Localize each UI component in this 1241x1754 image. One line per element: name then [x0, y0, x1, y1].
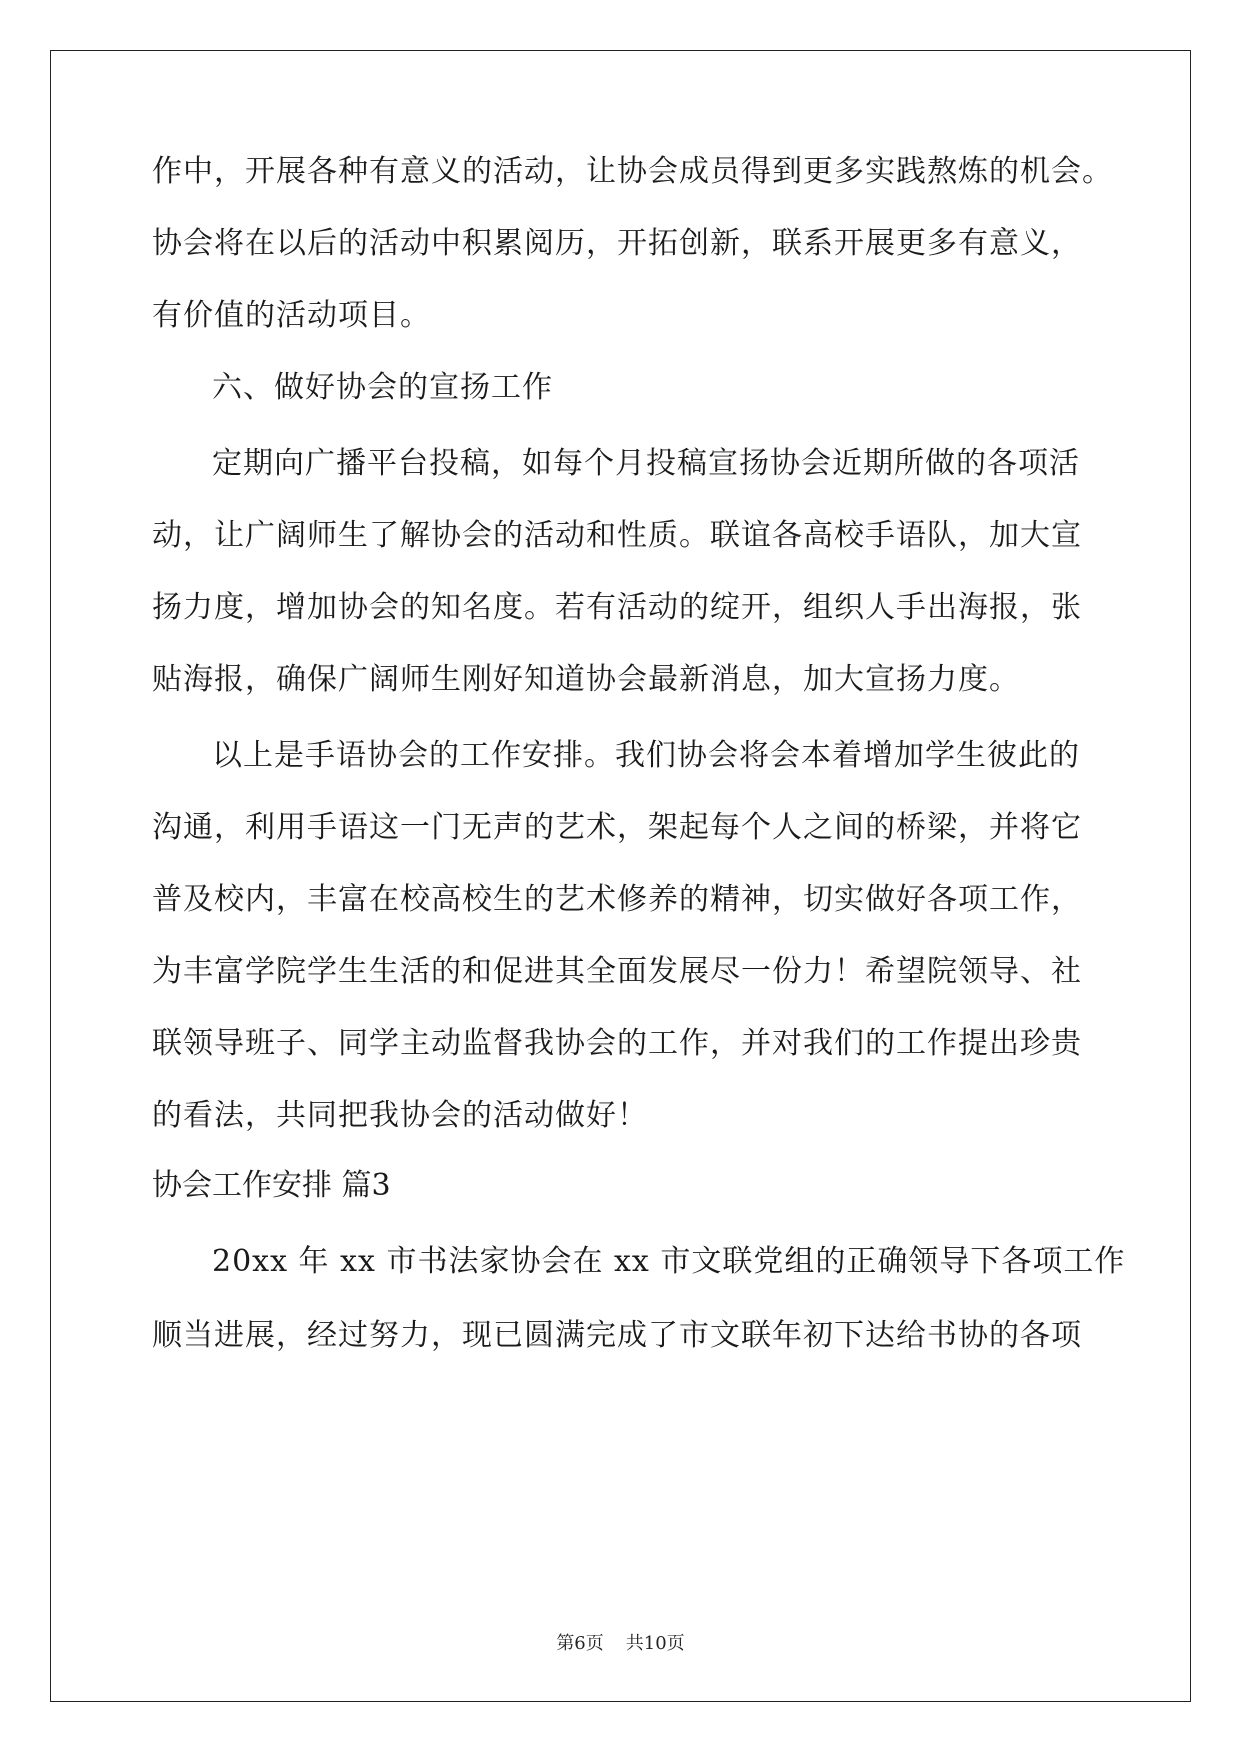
body-line-10: 沟通，利用手语这一门无声的艺术，架起每个人之间的桥梁，并将它	[152, 810, 1082, 845]
page-number-total: 共10页	[625, 1633, 685, 1654]
body-line-1: 作中，开展各种有意义的活动，让协会成员得到更多实践熬炼的机会。	[152, 154, 1113, 189]
body-line-7: 扬力度，增加协会的知名度。若有活动的绽开，组织人手出海报，张	[152, 590, 1082, 625]
body-line-13: 联领导班子、同学主动监督我协会的工作，并对我们的工作提出珍贵	[152, 1026, 1082, 1061]
body-line-2: 协会将在以后的活动中积累阅历，开拓创新，联系开展更多有意义，	[152, 226, 1082, 261]
page-number-current: 第6页	[556, 1633, 604, 1654]
body-line-6: 动，让广阔师生了解协会的活动和性质。联谊各高校手语队，加大宣	[152, 518, 1082, 553]
body-line-11: 普及校内，丰富在校高校生的艺术修养的精神，切实做好各项工作，	[152, 882, 1082, 917]
body-line-17: 顺当进展，经过努力，现已圆满完成了市文联年初下达给书协的各项	[152, 1318, 1082, 1353]
section-heading-six: 六、做好协会的宣扬工作	[212, 370, 553, 405]
body-line-14: 的看法，共同把我协会的活动做好！	[152, 1098, 648, 1133]
body-line-16: 20xx 年 xx 市书法家协会在 xx 市文联党组的正确领导下各项工作	[212, 1244, 1126, 1279]
body-line-12: 为丰富学院学生生活的和促进其全面发展尽一份力！希望院领导、社	[152, 954, 1082, 989]
article-title-part-3: 协会工作安排 篇3	[152, 1168, 391, 1203]
body-line-3: 有价值的活动项目。	[152, 298, 431, 333]
body-line-5: 定期向广播平台投稿，如每个月投稿宣扬协会近期所做的各项活	[212, 446, 1080, 481]
body-line-8: 贴海报，确保广阔师生刚好知道协会最新消息，加大宣扬力度。	[152, 662, 1020, 697]
body-line-9: 以上是手语协会的工作安排。我们协会将会本着增加学生彼此的	[212, 738, 1080, 773]
page-footer	[0, 1632, 1241, 1656]
